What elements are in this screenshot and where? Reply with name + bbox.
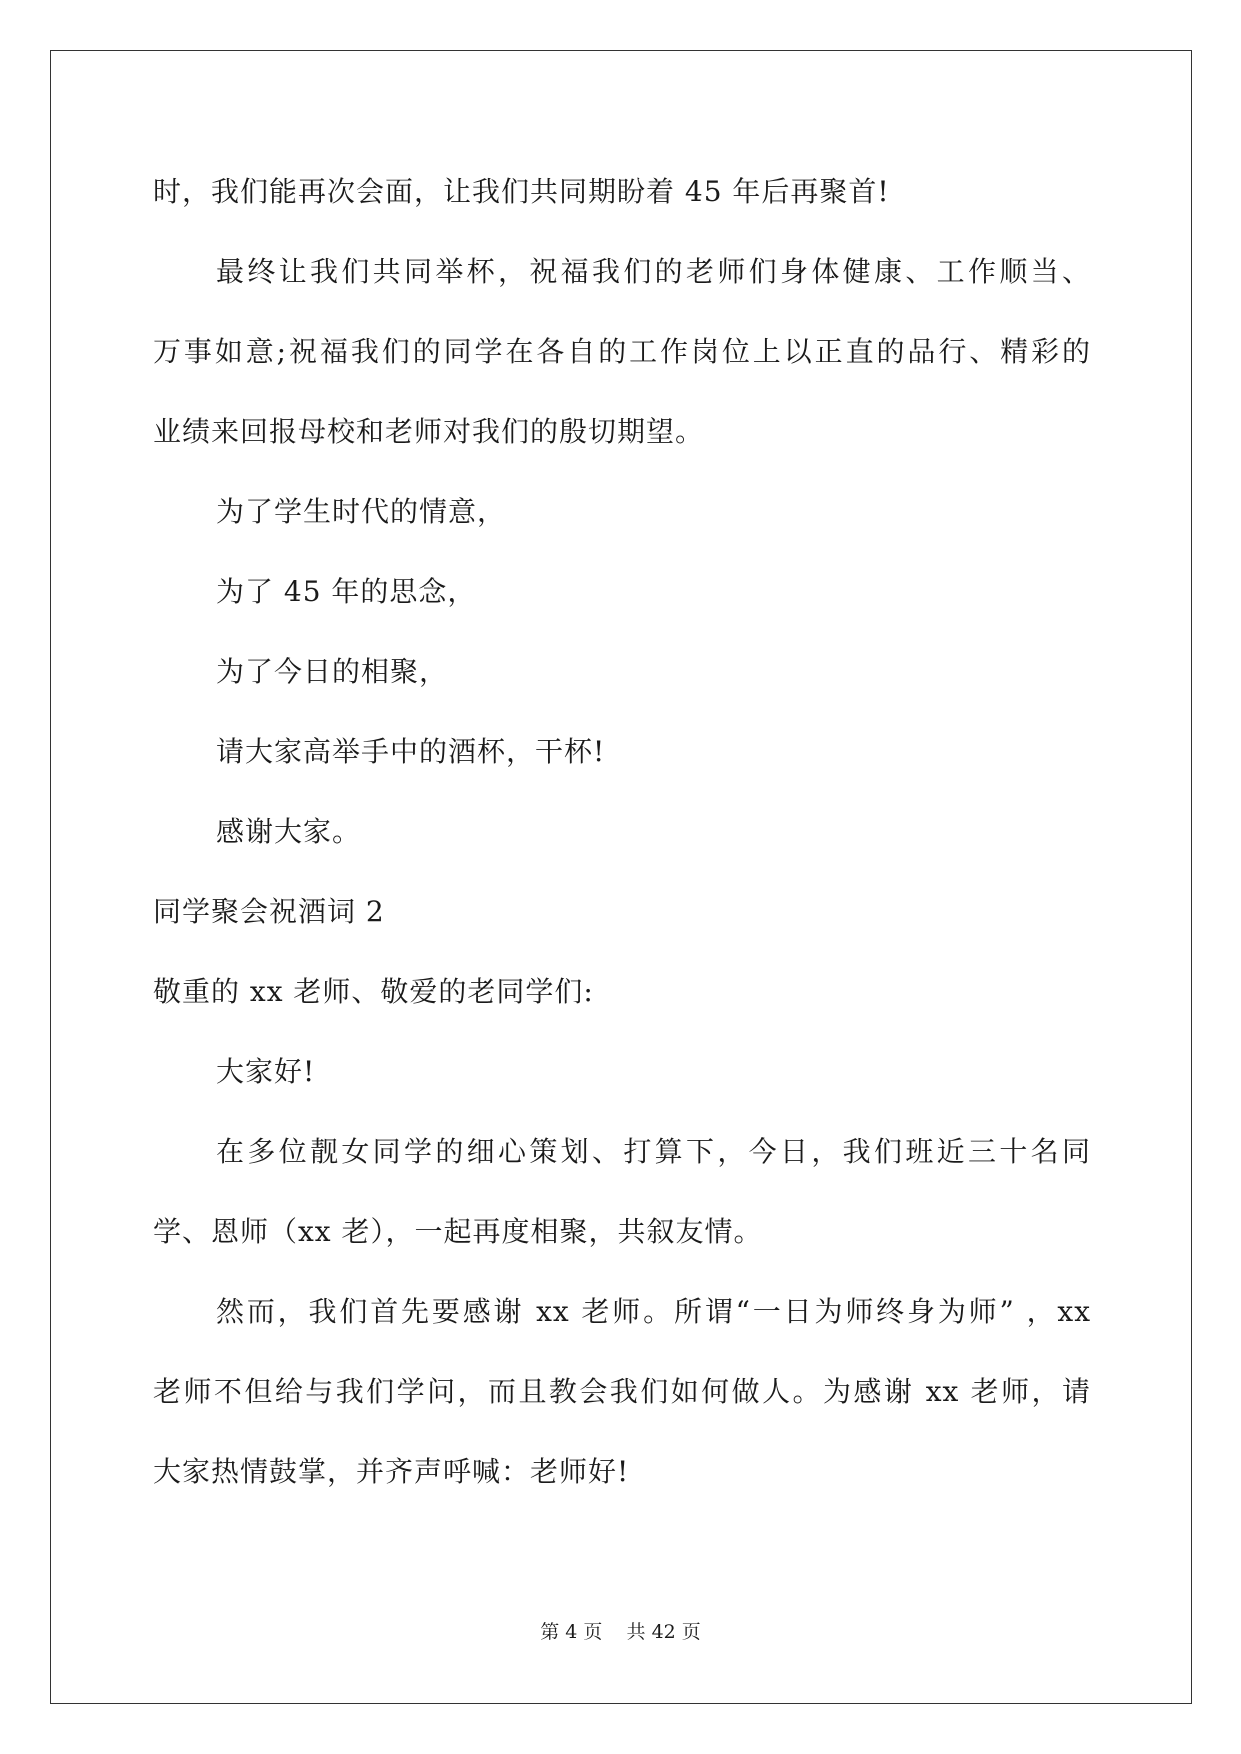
paragraph-line: 请大家高举手中的酒杯，干杯! — [216, 735, 606, 768]
paragraph-line: 老师不但给与我们学问，而且教会我们如何做人。为感谢 xx 老师，请 — [153, 1375, 1091, 1408]
paragraph-line: 业绩来回报母校和老师对我们的殷切期望。 — [153, 415, 705, 448]
paragraph-line: 最终让我们共同举杯，祝福我们的老师们身体健康、工作顺当、 — [216, 255, 1091, 288]
paragraph-line: 时，我们能再次会面，让我们共同期盼着 45 年后再聚首! — [153, 175, 890, 208]
salutation: 敬重的 xx 老师、敬爱的老同学们: — [153, 975, 594, 1008]
section-heading: 同学聚会祝酒词 2 — [153, 895, 385, 928]
paragraph-line: 感谢大家。 — [216, 815, 362, 848]
paragraph-line: 然而，我们首先要感谢 xx 老师。所谓“一日为师终身为师” ，xx — [216, 1295, 1091, 1328]
paragraph-line: 大家热情鼓掌，并齐声呼喊：老师好! — [153, 1455, 630, 1488]
paragraph-line: 为了学生时代的情意， — [216, 495, 507, 528]
paragraph-line: 为了 45 年的思念， — [216, 575, 477, 608]
paragraph-line: 在多位靓女同学的细心策划、打算下，今日，我们班近三十名同 — [216, 1135, 1091, 1168]
paragraph-line: 万事如意;祝福我们的同学在各自的工作岗位上以正直的品行、精彩的 — [153, 335, 1091, 368]
paragraph-line: 学、恩师（xx 老），一起再度相聚，共叙友情。 — [153, 1215, 763, 1248]
page-number-footer: 第 4 页 共 42 页 — [540, 1621, 701, 1643]
greeting: 大家好! — [216, 1055, 316, 1088]
paragraph-line: 为了今日的相聚， — [216, 655, 449, 688]
